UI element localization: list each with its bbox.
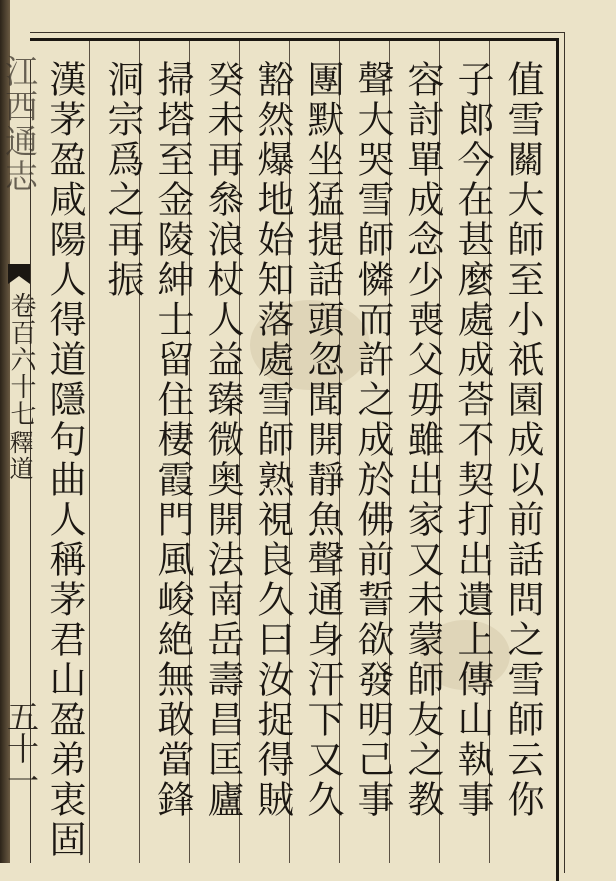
text-column: 子郎今在甚麼處成荅不契打出遺上傳山執事: [451, 60, 494, 820]
text-column: 值雪關大師至小祇園成以前話問之雪師云你: [501, 60, 544, 820]
text-column: 容討單成念少喪父毋雖出家又未蒙師友之教: [401, 60, 444, 820]
text-column: 聲大哭雪師憐而許之成於佛前誓欲發明己事: [351, 60, 394, 820]
fold-page-number: 五十一: [2, 700, 40, 796]
text-column: 團默坐猛提話頭忽聞開靜魚聲通身汗下又久: [301, 60, 344, 820]
fold-volume-number: 卷百六十七: [6, 292, 36, 427]
text-column: 洞宗爲之再振: [101, 60, 144, 300]
text-column: 漢茅盈咸陽人得道隱句曲人稱茅君山盈弟衷固: [43, 60, 86, 860]
fold-section-name: 釋道: [5, 430, 33, 482]
column-rule: [89, 41, 90, 863]
text-column: 豁然爆地始知落處雪師熟視良久曰汝捉得賊: [251, 60, 294, 820]
fold-book-title: 江西通志: [0, 54, 39, 194]
text-column: 癸未再叅浪杖人益臻微奥開法南岳壽昌匡廬: [201, 60, 244, 820]
text-column: 掃塔至金陵紳士留住棲霞門風峻絶無敢當鋒: [151, 60, 194, 820]
fish-tail-icon: [8, 264, 30, 284]
